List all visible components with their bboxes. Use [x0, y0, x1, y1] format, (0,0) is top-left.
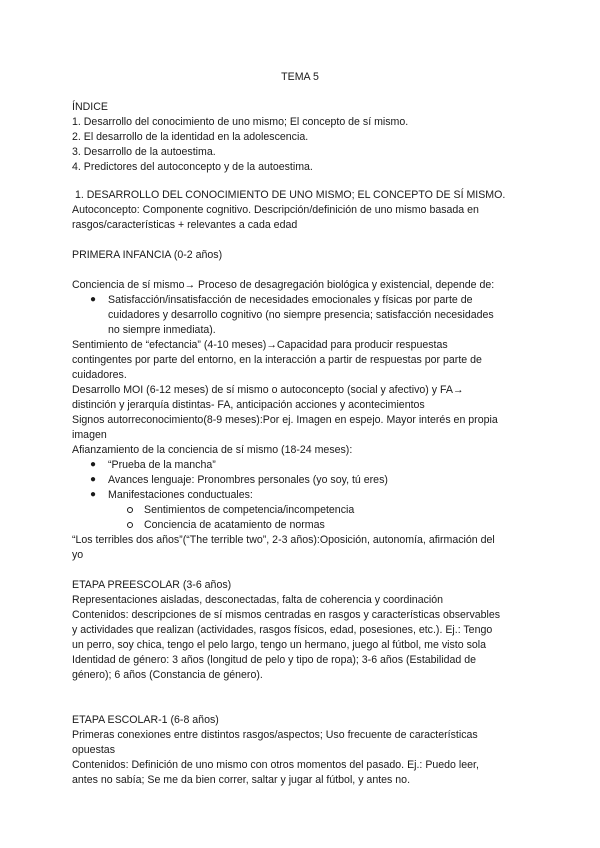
escolar1-line: Primeras conexiones entre distintos rasgos/aspectos; Uso frecuente de características: [72, 729, 478, 741]
sub-bullet-text: Sentimientos de competencia/incompetencia: [144, 504, 355, 516]
index-item: 1. Desarrollo del conocimiento de uno mismo; El concepto de sí mismo.: [72, 116, 409, 128]
index-item: 2. El desarrollo de la identidad en la adolescencia.: [72, 131, 309, 143]
preescolar-line: género); 6 años (Constancia de género).: [72, 669, 263, 681]
preescolar-line: y actividades que realizan (actividades, rasgos físicos, edad, posesiones, etc.). Ej.: Tengo: [72, 624, 493, 636]
index-item: 3. Desarrollo de la autoestima.: [72, 146, 216, 158]
bullet-icon: ●: [90, 294, 97, 305]
bullet-icon: ●: [90, 459, 97, 470]
efectancia-line: contingentes por parte del entorno, en la interacción a partir de respuestas por parte de: [72, 354, 482, 366]
sub-bullet-icon: [127, 522, 133, 528]
page-title: TEMA 5: [281, 71, 319, 83]
efectancia-line: Sentimiento de “efectancia” (4-10 meses)→Capacidad para producir respuestas: [72, 339, 448, 351]
preescolar-heading: ETAPA PREESCOLAR (3-6 años): [72, 579, 232, 591]
signos-line: imagen: [72, 429, 107, 441]
bullet-icon: ●: [90, 474, 97, 485]
section-1-heading: 1. DESARROLLO DEL CONOCIMIENTO DE UNO MISMO; EL CONCEPTO DE SÍ MISMO.: [75, 189, 506, 201]
autoconcepto-line: rasgos/características + relevantes a cada edad: [72, 219, 298, 231]
afianzamiento-line: Afianzamiento de la conciencia de sí mismo (18-24 meses):: [72, 444, 353, 456]
escolar1-heading: ETAPA ESCOLAR-1 (6-8 años): [72, 714, 219, 726]
bullet-icon: ●: [90, 489, 97, 500]
bullet-text: Avances lenguaje: Pronombres personales (yo soy, tú eres): [108, 474, 388, 486]
efectancia-line: cuidadores.: [72, 369, 127, 381]
bullet-text: cuidadores y desarrollo cognitivo (no siempre presencia; satisfacción necesidades: [108, 309, 494, 321]
sub-bullet-icon: [127, 507, 133, 513]
sub-bullet-text: Conciencia de acatamiento de normas: [144, 519, 325, 531]
index-item: 4. Predictores del autoconcepto y de la autoestima.: [72, 161, 313, 173]
conciencia-line: Conciencia de sí mismo→ Proceso de desagregación biológica y existencial, depende de:: [72, 279, 495, 291]
moi-line: Desarrollo MOI (6-12 meses) de sí mismo o autoconcepto (social y afectivo) y FA→: [72, 384, 464, 396]
escolar1-line: antes no sabía; Se me da bien correr, saltar y jugar al fútbol, y antes no.: [72, 774, 411, 786]
primera-infancia-heading: PRIMERA INFANCIA (0-2 años): [72, 249, 223, 261]
terribles-line: “Los terribles dos años”(“The terrible two”, 2-3 años):Oposición, autonomía, afirmación del: [72, 534, 495, 546]
autoconcepto-line: Autoconcepto: Componente cognitivo. Descripción/definición de uno mismo basada en: [72, 204, 479, 216]
preescolar-line: Identidad de género: 3 años (longitud de pelo y tipo de ropa); 3-6 años (Estabilidad de: [72, 654, 477, 666]
bullet-text: Manifestaciones conductuales:: [108, 489, 253, 501]
escolar1-line: opuestas: [72, 744, 115, 756]
terribles-line: yo: [72, 549, 84, 561]
bullet-text: no siempre inmediata).: [108, 324, 216, 336]
preescolar-line: Contenidos: descripciones de sí mismos centradas en rasgos y características observables: [72, 609, 501, 621]
index-heading: ÍNDICE: [72, 101, 108, 113]
moi-line: distinción y jerarquía distintas- FA, anticipación acciones y acontecimientos: [72, 399, 425, 411]
signos-line: Signos autorreconocimiento(8-9 meses):Por ej. Imagen en espejo. Mayor interés en propia: [72, 414, 498, 426]
bullet-text: “Prueba de la mancha”: [108, 459, 216, 471]
preescolar-line: un perro, soy chica, tengo el pelo largo, tengo un hermano, juego al fútbol, me visto sola: [72, 639, 486, 651]
bullet-text: Satisfacción/insatisfacción de necesidades emocionales y físicas por parte de: [108, 294, 473, 306]
preescolar-line: Representaciones aisladas, desconectadas, falta de coherencia y coordinación: [72, 594, 444, 606]
escolar1-line: Contenidos: Definición de uno mismo con otros momentos del pasado. Ej.: Puedo leer,: [72, 759, 479, 771]
